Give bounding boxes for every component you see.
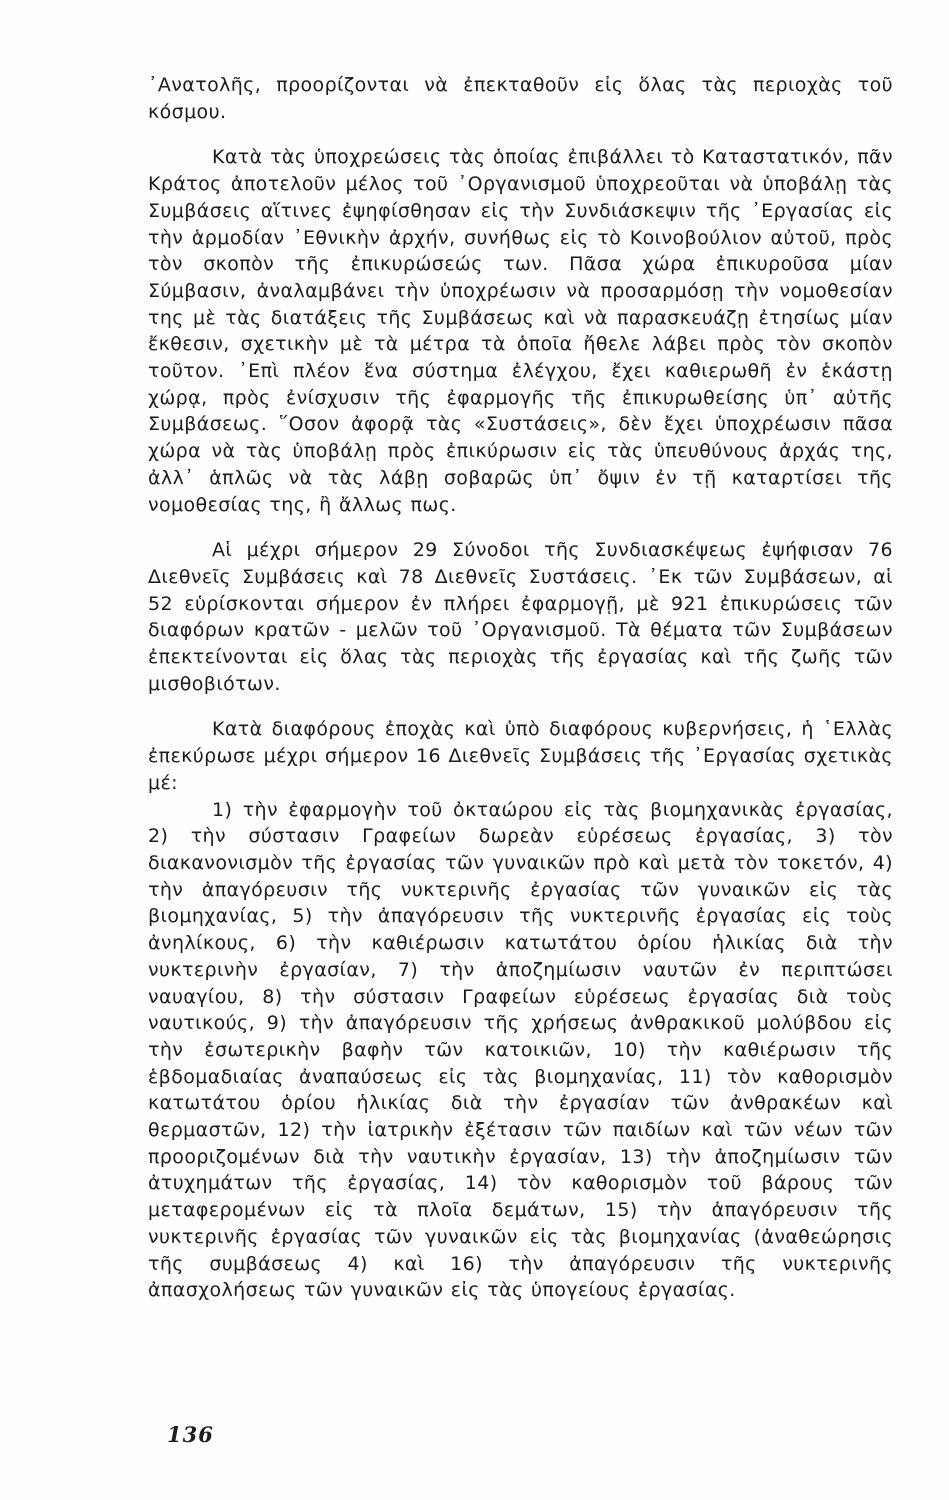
page-body-text [148,72,893,1323]
paragraph-conventions-list: 1) τὴν ἐφαρμογὴν τοῦ ὀκταώρου εἰς τὰς βιομηχανικὰς ἐργασίας, 2) τὴν σύστασιν Γραφείων δωρεὰν εὑρέσεως ἐργασίας, 3) τὸν διακανονισμὸν τῆς ἐργασίας τῶν γυναικῶν πρὸ καὶ μετὰ τὸν τοκετόν, 4) τὴν ἀπαγόρευσιν τῆς νυκτερινῆς ἐργασίας τῶν γυναικῶν εἰς τὰς βιομηχανίας, 5) τὴν ἀπαγόρευσιν τῆς νυκτερινῆς ἐργασίας εἰς τοὺς ἀνηλίκους, 6) τὴν καθιέρωσιν κατωτάτου ὁρίου ἡλικίας διὰ τὴν νυκτερινὴν ἐργασίαν, 7) τὴν ἀποζημίωσιν ναυτῶν ἐν περιπτώσει ναυαγίου, 8) τὴν σύστασιν Γραφείων εὑρέσεως ἐργασίας διὰ τοὺς ναυτικούς, 9) τὴν ἀπαγόρευσιν τῆς χρήσεως ἀνθρακικοῦ μολύβδου εἰς τὴν ἐσωτερικὴν βαφὴν τῶν κατοικιῶν, 10) τὴν καθιέρωσιν τῆς ἑβδομαδιαίας ἀναπαύσεως εἰς τὰς βιομηχανίας, 11) τὸν καθορισμὸν κατωτάτου ὁρίου ἡλικίας διὰ τὴν ἐργασίαν τῶν ἀνθρακέων καὶ θερμαστῶν, 12) τὴν ἰατρικὴν ἐξέτασιν τῶν παιδίων καὶ τῶν νέων τῶν προοριζομένων διὰ τὴν ναυτικὴν ἐργασίαν, 13) τὴν ἀποζημίωσιν τῶν ἀτυχημάτων τῆς ἐργασίας, 14) τὸν καθορισμὸν τοῦ βάρους τῶν μεταφερομένων εἰς τὰ πλοῖα δεμάτων, 15) τὴν ἀπαγόρευσιν τῆς νυκτερινῆς ἐργασίας τῶν γυναικῶν εἰς τὰς βιομηχανίας (ἀναθεώρησις τῆς συμβάσεως 4) καὶ 16) τὴν ἀπαγόρευσιν τῆς νυκτερινῆς ἀπασχολήσεως τῶν γυναικῶν εἰς τὰς ὑπογείους ἐργασίας. [148,798,893,1302]
page-number: 136 [167,1422,214,1447]
paragraph-obligations: Κατὰ τὰς ὑποχρεώσεις τὰς ὁποίας ἐπιβάλλει τὸ Καταστατικόν, πᾶν Κράτος ἀποτελοῦν μέλος τοῦ ᾿Οργανισμοῦ ὑποχρεοῦται νὰ ὑποβάλῃ τὰς Συμβάσεις αἵτινες ἐψηφίσθησαν εἰς τὴν Συνδιάσκεψιν τῆς ᾿Εργασίας εἰς τὴν ἁρμοδίαν ᾿Εθνικὴν ἀρχήν, συνήθως εἰς τὸ Κοινοβούλιον αὐτοῦ, πρὸς τὸν σκοπὸν τῆς ἐπικυρώσεώς των. Πᾶσα χώρα ἐπικυροῦσα μίαν Σύμβασιν, ἀναλαμβάνει τὴν ὑποχρέωσιν νὰ προσαρμόσῃ τὴν νομοθεσίαν της μὲ τὰς διατάξεις τῆς Συμβάσεως καὶ νὰ παρασκευάζῃ ἐτησίως μίαν ἔκθεσιν, σχετικὴν μὲ τὰ μέτρα τὰ ὁποῖα ἤθελε λάβει πρὸς τὸν σκοπὸν τοῦτον. ᾿Επὶ πλέον ἕνα σύστημα ἐλέγχου, ἔχει καθιερωθῆ ἐν ἑκάστῃ χώρᾳ, πρὸς ἐνίσχυσιν τῆς ἐφαρμογῆς τῆς ἐπικυρωθείσης ὑπ᾿ αὐτῆς Συμβάσεως. ῞Οσον ἀφορᾷ τὰς «Συστάσεις», δὲν ἔχει ὑποχρέωσιν πᾶσα χώρα νὰ τὰς ὑποβάλῃ πρὸς ἐπικύρωσιν εἰς τὰς ὑπευθύνους ἀρχάς της, ἀλλ᾿ ἁπλῶς νὰ τὰς λάβῃ σοβαρῶς ὑπ᾿ ὄψιν ἐν τῇ καταρτίσει τῆς νομοθεσίας της, ἢ ἄλλως πως. [148,146,893,516]
paragraph-continuation: ᾿Ανατολῆς, προορίζονται νὰ ἐπεκταθοῦν εἰς ὅλας τὰς περιοχὰς τοῦ κόσμου. [148,74,893,123]
paragraph-sessions: Αἱ μέχρι σήμερον 29 Σύνοδοι τῆς Συνδιασκέψεως ἐψήφισαν 76 Διεθνεῖς Συμβάσεις καὶ 78 Διεθνεῖς Συστάσεις. ᾿Εκ τῶν Συμβάσεων, αἱ 52 εὑρίσκονται σήμερον ἐν πλήρει ἐφαρμογῇ, μὲ 921 ἐπικυρώσεις τῶν διαφόρων κρατῶν - μελῶν τοῦ ᾿Οργανισμοῦ. Τὰ θέματα τῶν Συμβάσεων ἐπεκτείνονται εἰς ὅλας τὰς περιοχὰς τῆς ἐργασίας καὶ τῆς ζωῆς τῶν μισθοβιότων. [148,539,893,695]
paragraph-greece-ratifications: Κατὰ διαφόρους ἐποχὰς καὶ ὑπὸ διαφόρους κυβερνήσεις, ἡ ῾Ελλὰς ἐπεκύρωσε μέχρι σήμερον 16 Διεθνεῖς Συμβάσεις τῆς ᾿Εργασίας σχετικὰς μέ: [148,718,893,794]
